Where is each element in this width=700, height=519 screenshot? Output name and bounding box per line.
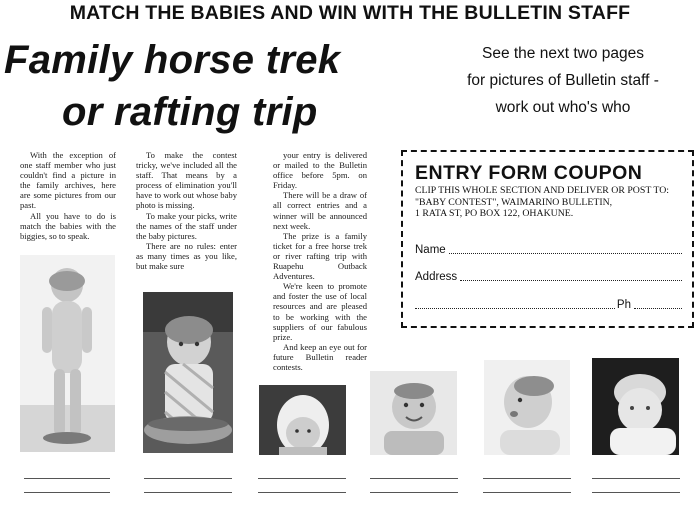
address-label: Address bbox=[415, 271, 458, 283]
address-entry-line-2[interactable] bbox=[415, 308, 615, 309]
coupon-address: 1 RATA ST, PO BOX 122, OHAKUNE. bbox=[415, 208, 574, 220]
article-column-2 bbox=[136, 150, 237, 271]
phone-entry-line[interactable] bbox=[634, 308, 682, 309]
baby-photo-2 bbox=[143, 292, 233, 453]
answer-line-4b[interactable] bbox=[370, 492, 458, 493]
see-note-line: for pictures of Bulletin staff - bbox=[467, 72, 659, 89]
address-field[interactable] bbox=[415, 269, 684, 283]
paragraph: All you have to do is match the babies with the biggies, so to speak. bbox=[20, 210, 116, 241]
baby-photo-1 bbox=[20, 255, 115, 452]
answer-line-2b[interactable] bbox=[144, 492, 232, 493]
answer-line-1[interactable] bbox=[24, 478, 110, 479]
answer-line-4[interactable] bbox=[370, 478, 458, 479]
name-label: Name bbox=[415, 244, 446, 256]
address-entry-line[interactable] bbox=[460, 280, 682, 281]
answer-line-2[interactable] bbox=[144, 478, 232, 479]
coupon-address: "BABY CONTEST", WAIMARINO BULLETIN, bbox=[415, 196, 613, 208]
paragraph: The prize is a family ticket for a free horse trek or river rafting trip with Ruapehu Outback Adventures. bbox=[273, 230, 367, 282]
see-next-pages-note bbox=[432, 40, 694, 121]
phone-label: Ph bbox=[616, 299, 631, 311]
paragraph: With the exception of one staff member who just couldn't find a picture in the family archives, here are some pictures from our past. bbox=[20, 150, 116, 211]
headline-line-2: or rafting trip bbox=[62, 90, 318, 134]
answer-line-3b[interactable] bbox=[258, 492, 346, 493]
coupon-title: ENTRY FORM COUPON bbox=[415, 162, 643, 184]
baby-photo-5 bbox=[484, 360, 570, 455]
phone-field[interactable] bbox=[415, 297, 684, 311]
see-note-line: work out who's who bbox=[495, 99, 631, 116]
headline-line-1: Family horse trek bbox=[4, 38, 341, 82]
contest-banner: MATCH THE BABIES AND WIN WITH THE BULLETIN STAFF bbox=[69, 2, 631, 24]
coupon-instructions: CLIP THIS WHOLE SECTION AND DELIVER OR POST TO: bbox=[415, 185, 670, 196]
answer-line-6[interactable] bbox=[592, 478, 680, 479]
paragraph: To make your picks, write the names of the staff under the baby pictures. bbox=[136, 210, 237, 241]
paragraph: There will be a draw of all correct entries and a winner will be announced next week. bbox=[273, 190, 367, 231]
paragraph: We're keen to promote and foster the use of local resources and are pleased to be working with the suppliers of our fabulous prize. bbox=[273, 281, 367, 342]
answer-line-6b[interactable] bbox=[592, 492, 680, 493]
name-entry-line[interactable] bbox=[449, 253, 682, 254]
answer-line-3[interactable] bbox=[258, 478, 346, 479]
article-column-1 bbox=[20, 150, 116, 241]
answer-line-5[interactable] bbox=[483, 478, 571, 479]
name-field[interactable] bbox=[415, 242, 684, 256]
article-column-3 bbox=[273, 150, 367, 372]
baby-photo-3 bbox=[259, 385, 346, 455]
see-note-line: See the next two pages bbox=[481, 45, 644, 62]
baby-photo-6 bbox=[592, 358, 679, 455]
paragraph: your entry is delivered or mailed to the Bulletin office before 5pm. on Friday. bbox=[273, 150, 367, 191]
paragraph: To make the contest tricky, we've included all the staff. That means by a process of elimination you'll have to work out whose baby photo is missing. bbox=[136, 150, 237, 211]
paragraph: And keep an eye out for future Bulletin reader contests. bbox=[273, 341, 367, 372]
paragraph: There are no rules: enter as many times as you like, but make sure bbox=[136, 240, 237, 272]
entry-form-coupon bbox=[401, 150, 694, 328]
baby-photo-4 bbox=[370, 371, 457, 455]
answer-line-1b[interactable] bbox=[24, 492, 110, 493]
answer-line-5b[interactable] bbox=[483, 492, 571, 493]
